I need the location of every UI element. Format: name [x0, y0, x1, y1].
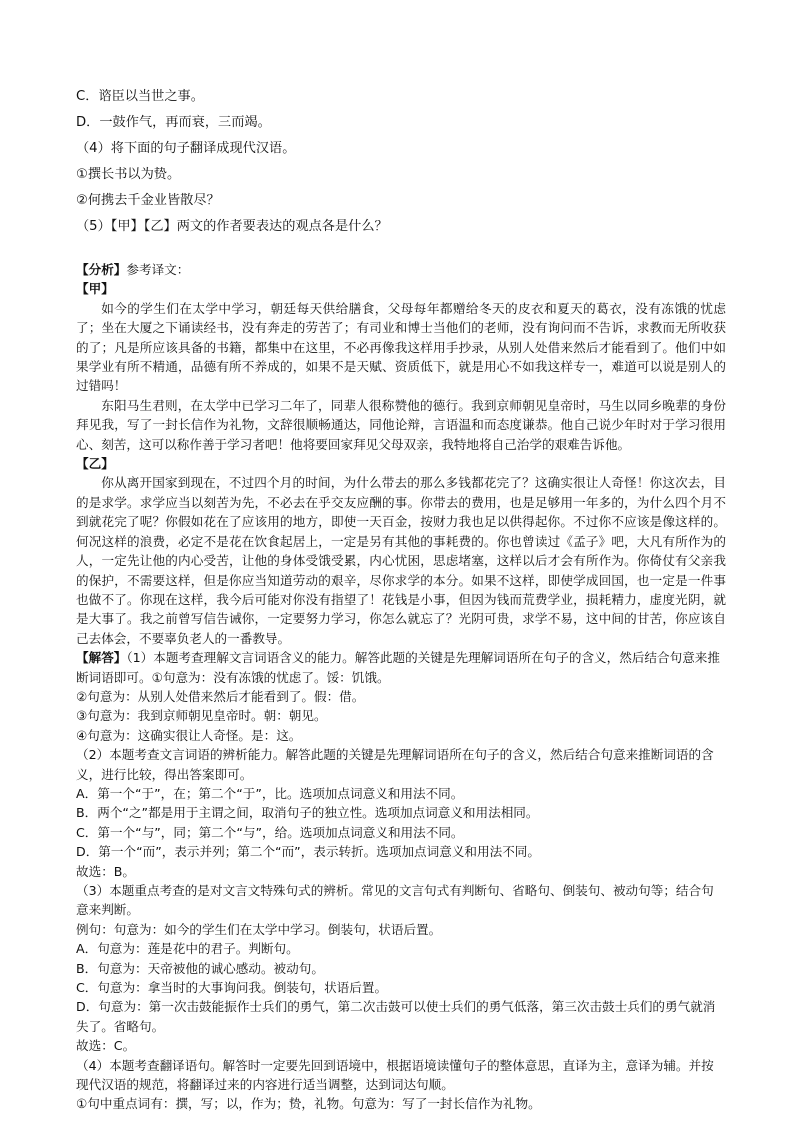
yi-label: 【乙】: [76, 456, 114, 472]
solution-line: B．句意为：天帝被他的诚心感动。被动句。: [76, 960, 324, 976]
jia-label: 【甲】: [76, 281, 114, 297]
question-4-sentence-2: ②何携去千金业皆散尽？: [76, 193, 220, 208]
solution-line: D．句意为：第一次击鼓能振作士兵们的勇气，第二次击鼓可以使士兵们的勇气低落，第三次击鼓士兵们的勇气就消失了。省略句。: [76, 999, 716, 1034]
solution-1-text: （1）本题考查理解文言词语含义的能力。解答此题的关键是先理解词语所在句子的含义，然后结合句意来推断词语即可。①句意为：没有冻饿的忧虑了。馁：饥饿。: [76, 650, 720, 685]
solution-line: ②句意为：从别人处借来然后才能看到了。假：借。: [76, 688, 365, 704]
jia-paragraph-1: 如今的学生们在太学中学习，朝廷每天供给膳食，父母每年都赠给冬天的皮衣和夏天的葛衣，没有冻饿的忧虑了；坐在大厦之下诵读经书，没有奔走的劳苦了；有司业和博士当他们的老师，没有询问而不告诉，求教而无所收获的了；凡是所应该具备的书籍，都集中在这里，不必再像我这样用手抄录，从别人处借来然后才能看到了。他们中如果学业有所不精通，品德有所不养成的，如果不是天赋、资质低下，就是用心不如我这样专一，难道可以说是别人的过错吗！: [76, 300, 726, 394]
solution-1: [76, 648, 726, 687]
analysis-text: 参考译文：: [126, 262, 190, 277]
solution-4: （4）本题考查翻译语句。解答时一定要先回到语境中，根据语境读懂句子的整体意思，直译为主，意译为辅。并按现代汉语的规范，将翻译过来的内容进行适当调整，达到词达句顺。: [76, 1057, 714, 1093]
analysis-heading: [76, 260, 726, 279]
option-c: C．谘臣以当世之事。: [76, 89, 204, 104]
question-section: [76, 84, 726, 240]
solution-line: A．第一个“于”，在；第二个“于”，比。选项加点词意义和用法不同。: [76, 785, 464, 801]
question-4: （4）将下面的句子翻译成现代汉语。: [76, 141, 296, 156]
solution-line: C．句意为：拿当时的大事询问我。倒装句，状语后置。: [76, 980, 388, 996]
answer-section: [76, 260, 726, 1114]
solution-line: ①句中重点词有：撰，写；以，作为；贽，礼物。句意为：写了一封长信作为礼物。: [76, 1096, 541, 1112]
solution-line: C．第一个“与”，同；第二个“与”，给。选项加点词意义和用法不同。: [76, 824, 464, 840]
solution-3: （3）本题重点考查的是对文言文特殊句式的辨析。常见的文言句式有判断句、省略句、倒装句、被动句等；结合句意来判断。: [76, 883, 714, 918]
document-page: [76, 84, 726, 1114]
solution-line: 故选：B。: [76, 863, 136, 879]
option-d: D．一鼓作气，再而衰，三而竭。: [76, 115, 271, 130]
solution-line: 故选：C。: [76, 1038, 136, 1054]
question-5: （5）【甲】【乙】两文的作者要表达的观点各是什么？: [76, 219, 388, 234]
solution-line: D．第一个“而”，表示并列；第二个“而”，表示转折。选项加点词意义和用法不同。: [76, 844, 540, 860]
solution-2: （2）本题考查文言词语的辨析能力。解答此题的关键是先理解词语所在句子的含义，然后结合句意来推断词语的含义，进行比较，得出答案即可。: [76, 747, 714, 782]
solution-label: 【解答】: [76, 650, 127, 666]
question-4-sentence-1: ①撰长书以为贽。: [76, 167, 181, 182]
solution-line: 例句：句意为：如今的学生们在太学中学习。倒装句，状语后置。: [76, 921, 442, 937]
solution-line: ③句意为：我到京师朝见皇帝时。朝：朝见。: [76, 708, 327, 724]
solution-line: B．两个“之”都是用于主谓之间，取消句子的独立性。选项加点词意义和用法相同。: [76, 805, 539, 821]
solution-line: ④句意为：这确实很让人奇怪。是：这。: [76, 727, 302, 743]
yi-paragraph-1: 你从离开国家到现在，不过四个月的时间，为什么带去的那么多钱都花完了？这确实很让人奇怪！你这次去，目的是求学。求学应当以刻苦为先，不必去在乎交友应酬的事。你带去的费用，也是足够用一年多的，为什么四个月不到就花完了呢？你假如花在了应该用的地方，即使一天百金，按财力我也足以供得起你。不过你不应该是像这样的。何况这样的浪费，必定不是花在饮食起居上，一定是另有其他的事耗费的。你也曾读过《孟子》吧，大凡有所作为的人，一定先让他的内心受苦，让他的身体受饿受累，内心忧困，思虑堵塞，这样以后才会有所作为。你倚仗有父亲我的保护，不需要这样，但是你应当知道劳动的艰辛，尽你求学的本分。如果不这样，即使学成回国，也一定是一件事也做不了。你现在这样，我今后可能对你没有指望了！花钱是小事，但因为钱而荒费学业，损耗精力，虚度光阴，就是大事了。我之前曾写信告诫你，一定要努力学习，你怎么就忘了？光阴可贵，求学不易，这中间的甘苦，你应该自己去体会，不要辜负老人的一番教导。: [76, 475, 726, 646]
jia-paragraph-2: 东阳马生君则，在太学中已学习二年了，同辈人很称赞他的德行。我到京师朝见皇帝时，马生以同乡晚辈的身份拜见我，写了一封长信作为礼物，文辞很顺畅通达，同他论辩，言语温和而态度谦恭。他自己说少年时对于学习很用心、刻苦，这可以称作善于学习者吧！他将要回家拜见父母双亲，我特地将自己治学的艰难告诉他。: [76, 397, 726, 452]
analysis-label: 【分析】: [76, 262, 127, 277]
solution-line: A．句意为：莲是花中的君子。判断句。: [76, 941, 299, 957]
